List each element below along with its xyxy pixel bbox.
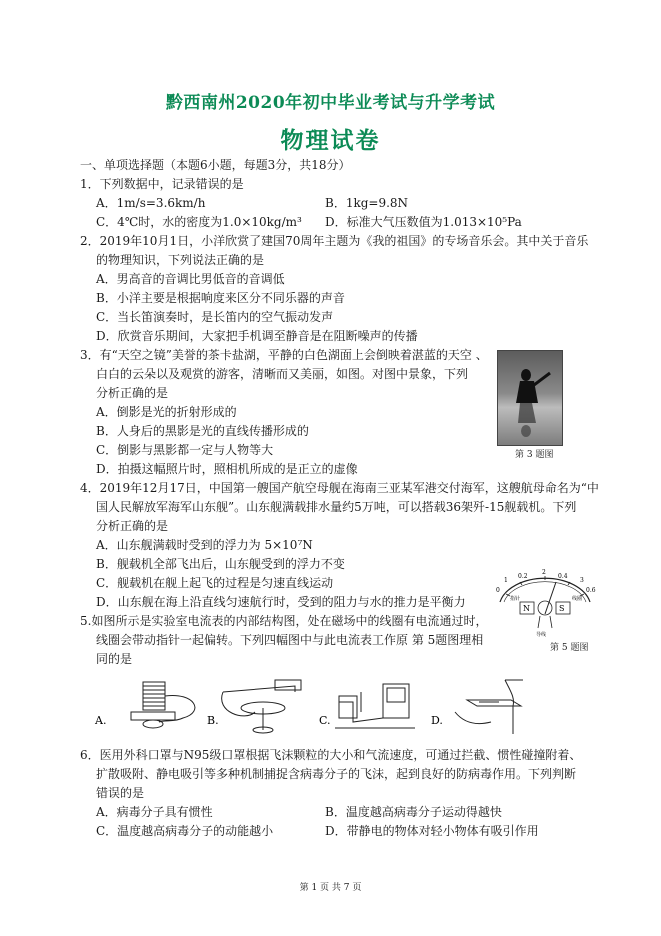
q5-label-b: B.	[207, 714, 219, 727]
q3-figure-caption: 第 3 题图	[515, 450, 554, 460]
q4-option-d: D．山东舰在海上沿直线匀速航行时，受到的阻力与水的推力是平衡力	[96, 595, 466, 609]
q6-stem-line1: 6．医用外科口罩与N95级口罩根据飞沫颗粒的大小和气流速度，可通过拦截、惯性碰撞附着、	[80, 748, 582, 762]
diagram-d-motor-stand	[455, 680, 523, 734]
q2-stem-line1: 2．2019年10月1日，小洋欣赏了建国70周年主题为《我的祖国》的专场音乐会。其中关于音乐	[80, 234, 589, 248]
wire-label: 导线	[536, 632, 547, 638]
q6-option-b: B．温度越高病毒分子运动得越快	[325, 805, 502, 819]
page-footer: 第 1 页 共 7 页	[299, 883, 362, 893]
q2-option-d: D．欣赏音乐期间，大家把手机调至静音是在阻断噪声的传播	[96, 329, 418, 343]
q1-option-c: C．4℃时，水的密度为1.0×10kg/m³	[96, 215, 302, 229]
ammeter-diagram	[490, 568, 600, 638]
meter-tick-04: 0.4	[558, 573, 568, 580]
q5-label-c: C.	[319, 714, 331, 727]
coil-label: 线圈	[572, 596, 583, 602]
q4-option-b: B．舰载机全部飞出后，山东舰受到的浮力不变	[96, 557, 345, 571]
q1-option-a: A．1m/s=3.6km/h	[96, 196, 206, 210]
magnet-n: N	[523, 604, 530, 613]
q4-stem-line2: 国人民解放军海军山东舰”。山东舰满载排水量约5万吨，可以搭载36架歼-15舰载机。下列	[96, 500, 577, 514]
q4-option-c: C．舰载机在舰上起飞的过程是匀速直线运动	[96, 576, 334, 590]
q1-stem: 1．下列数据中，记录错误的是	[80, 177, 244, 191]
q3-stem-line1: 3．有“天空之镜”美誉的茶卡盐湖，平静的白色湖面上会倒映着湛蓝的天空 、	[80, 348, 488, 362]
q6-stem-line2: 扩散吸附、静电吸引等多种机制捕捉含病毒分子的飞沫，起到良好的防病毒作用。下列判断	[96, 767, 577, 781]
q3-stem-line3: 分析正确的是	[96, 386, 169, 400]
q6-option-c: C．温度越高病毒分子的动能越小	[96, 824, 274, 838]
q6-stem-line3: 错误的是	[96, 786, 145, 800]
meter-tick-02: 0.2	[518, 573, 528, 580]
q1-option-b: B．1kg=9.8N	[325, 196, 409, 210]
q5-label-d: D.	[431, 714, 443, 727]
q6-option-d: D．带静电的物体对轻小物体有吸引作用	[325, 824, 539, 838]
q2-option-a: A．男高音的音调比男低音的音调低	[96, 272, 285, 286]
diagram-c-galvanometer	[335, 684, 415, 728]
diagram-a-electromagnet	[131, 682, 195, 728]
exam-subtitle: 物理试卷	[280, 127, 381, 154]
magnet-s: S	[559, 604, 565, 613]
q4-stem-line1: 4．2019年12月17日，中国第一艘国产航空母舰在海南三亚某军港交付海军，这艘航母命名为“中	[80, 481, 599, 495]
q5-stem-line3: 同的是	[96, 652, 133, 666]
exam-title: 黔西南州2020年初中毕业考试与升学考试	[165, 93, 496, 113]
q3-option-a: A．倒影是光的折射形成的	[96, 405, 237, 419]
q5-option-diagrams	[95, 672, 565, 742]
q6-option-a: A．病毒分子具有惯性	[96, 805, 213, 819]
meter-tick-06: 0.6	[586, 587, 596, 594]
q5-stem-line1: 5.如图所示是实验室电流表的内部结构图，处在磁场中的线圈有电流通过时，	[80, 614, 488, 628]
q5-stem-line2: 线圈会带动指针一起偏转。下列四幅图中与此电流表工作原 第 5题图理相	[96, 633, 484, 647]
q2-option-b: B．小洋主要是根据响度来区分不同乐器的声音	[96, 291, 345, 305]
q3-option-c: C．倒影与黑影都一定与人物等大	[96, 443, 274, 457]
q2-option-c: C．当长笛演奏时，是长笛内的空气振动发声	[96, 310, 334, 324]
q1-option-d: D．标准大气压数值为1.013×10⁵Pa	[325, 215, 522, 229]
section-heading: 一、单项选择题（本题6小题，每题3分，共18分）	[80, 158, 351, 172]
salt-lake-photo	[497, 350, 563, 446]
diagram-b-compass-wire	[222, 680, 301, 733]
q4-stem-line3: 分析正确的是	[96, 519, 169, 533]
q3-option-d: D．拍摄这幅照片时，照相机所成的是正立的虚像	[96, 462, 358, 476]
meter-tick-0: 0	[496, 587, 500, 594]
meter-bigtick-1: 1	[504, 577, 508, 584]
q4-option-a: A．山东舰满载时受到的浮力为 5×10⁷N	[96, 538, 313, 552]
meter-bigtick-2: 2	[542, 569, 546, 576]
q2-stem-line2: 的物理知识，下列说法正确的是	[96, 253, 265, 267]
q3-stem-line2: 白白的云朵以及观赏的游客，清晰而又美丽，如图。对图中景象，下列	[96, 367, 469, 381]
q5-figure-caption: 第 5 题图	[550, 643, 589, 653]
q3-option-b: B．人身后的黑影是光的直线传播形成的	[96, 424, 309, 438]
pointer-label: 指针	[510, 596, 521, 602]
q5-label-a: A.	[95, 714, 107, 727]
meter-bigtick-3: 3	[580, 577, 584, 584]
